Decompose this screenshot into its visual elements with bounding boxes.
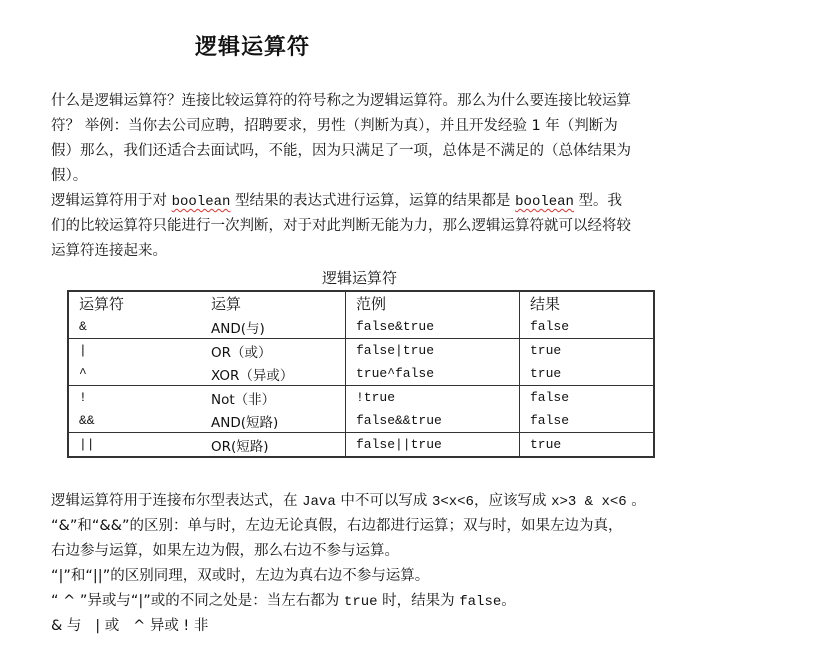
usage-paragraph	[51, 189, 631, 264]
boolean-keyword: boolean	[171, 194, 231, 210]
cell-example: false|true	[346, 339, 520, 363]
cell-result: true	[520, 339, 655, 363]
intro-line: 什么是逻辑运算符？连接比较运算符的符号称之为逻辑运算符。那么为什么要连接比较运算	[51, 93, 631, 109]
cell-operator: &	[68, 315, 201, 339]
header-result: 结果	[520, 291, 655, 315]
code-true: true	[343, 594, 378, 610]
header-operation: 运算	[211, 295, 242, 313]
cell-operator: !	[79, 390, 87, 405]
note-line	[51, 589, 646, 614]
table-row	[68, 433, 654, 458]
header-operator: 运算符	[79, 295, 125, 313]
cell-result: true	[520, 362, 655, 386]
code-false: false	[459, 594, 502, 610]
cell-result: true	[520, 433, 655, 458]
intro-line: 符？ 举例：当你去公司应聘，招聘要求，男性（判断为真），并且开发经验 1 年（判断为	[51, 118, 618, 134]
note-line: 右边参与运算，如果左边为假，那么右边不参与运算。	[51, 543, 399, 559]
java-keyword: Java	[302, 494, 336, 510]
note-text: “ ^ ”异或与“|”或的不同之处是：当左右都为	[51, 593, 344, 609]
cell-result: false	[520, 386, 655, 410]
note-text: 。	[501, 593, 516, 609]
table-row	[68, 409, 654, 433]
table-row	[68, 315, 654, 339]
usage-line	[51, 189, 631, 214]
cell-operation: Not（非）	[211, 391, 276, 408]
table-caption: 逻辑运算符	[322, 269, 398, 287]
cell-example: false||true	[346, 433, 520, 458]
cell-example: false&&true	[346, 409, 520, 433]
cell-operation: AND(与)	[201, 315, 346, 339]
usage-text: 型。我	[573, 193, 623, 209]
cell-example: !true	[346, 386, 520, 410]
cell-operation: XOR（异或）	[201, 362, 346, 386]
code-snippet: x>3 & x<6	[551, 494, 627, 510]
note-text: 中不可以写成	[335, 493, 432, 509]
cell-operation: OR(短路)	[211, 438, 269, 455]
table-row	[68, 362, 654, 386]
table-row	[68, 339, 654, 363]
cell-operator: ^	[68, 362, 201, 386]
cell-result: false	[520, 409, 655, 433]
cell-operator: |	[79, 343, 87, 358]
cell-operator: &&	[68, 409, 201, 433]
note-text: 逻辑运算符用于连接布尔型表达式，在	[51, 493, 303, 509]
header-example: 范例	[346, 291, 520, 315]
usage-text: 型结果的表达式进行运算，运算的结果都是	[230, 193, 516, 209]
note-line	[51, 489, 646, 514]
intro-line: 假）。	[51, 168, 88, 184]
intro-paragraph	[51, 89, 631, 189]
table-header-row	[68, 291, 654, 315]
usage-line: 运算符连接起来。	[51, 243, 167, 259]
note-line: “&”和“&&”的区别：单与时，左边无论真假，右边都进行运算；双与时，如果左边为真，	[51, 518, 623, 534]
page-title: 逻辑运算符	[195, 35, 311, 60]
note-text: 时，结果为	[377, 593, 460, 609]
cell-example: true^false	[346, 362, 520, 386]
cell-example: false&true	[346, 315, 520, 339]
table-row	[68, 386, 654, 410]
intro-line: 假）那么，我们还适合去面试吗，不能，因为只满足了一项，总体是不满足的（总体结果为	[51, 143, 631, 159]
logical-operators-table	[67, 290, 655, 458]
code-snippet: 3<x<6	[431, 494, 474, 510]
usage-text: 逻辑运算符用于对	[51, 193, 172, 209]
cell-operation: AND(短路)	[201, 409, 346, 433]
cell-operator: ||	[79, 437, 95, 452]
usage-line: 们的比较运算符只能进行一次判断，对于对此判断无能为力，那么逻辑运算符就可以经将较	[51, 218, 631, 234]
note-text: 。	[626, 493, 646, 509]
boolean-keyword: boolean	[515, 194, 574, 210]
note-line: & 与 | 或 ^ 异或 ! 非	[51, 618, 209, 634]
cell-operation: OR（或）	[211, 344, 272, 361]
cell-result: false	[520, 315, 655, 339]
note-line: “|”和“||”的区别同理，双或时，左边为真右边不参与运算。	[51, 568, 430, 584]
notes-paragraph	[51, 489, 646, 639]
note-text: ，应该写成	[473, 493, 552, 509]
